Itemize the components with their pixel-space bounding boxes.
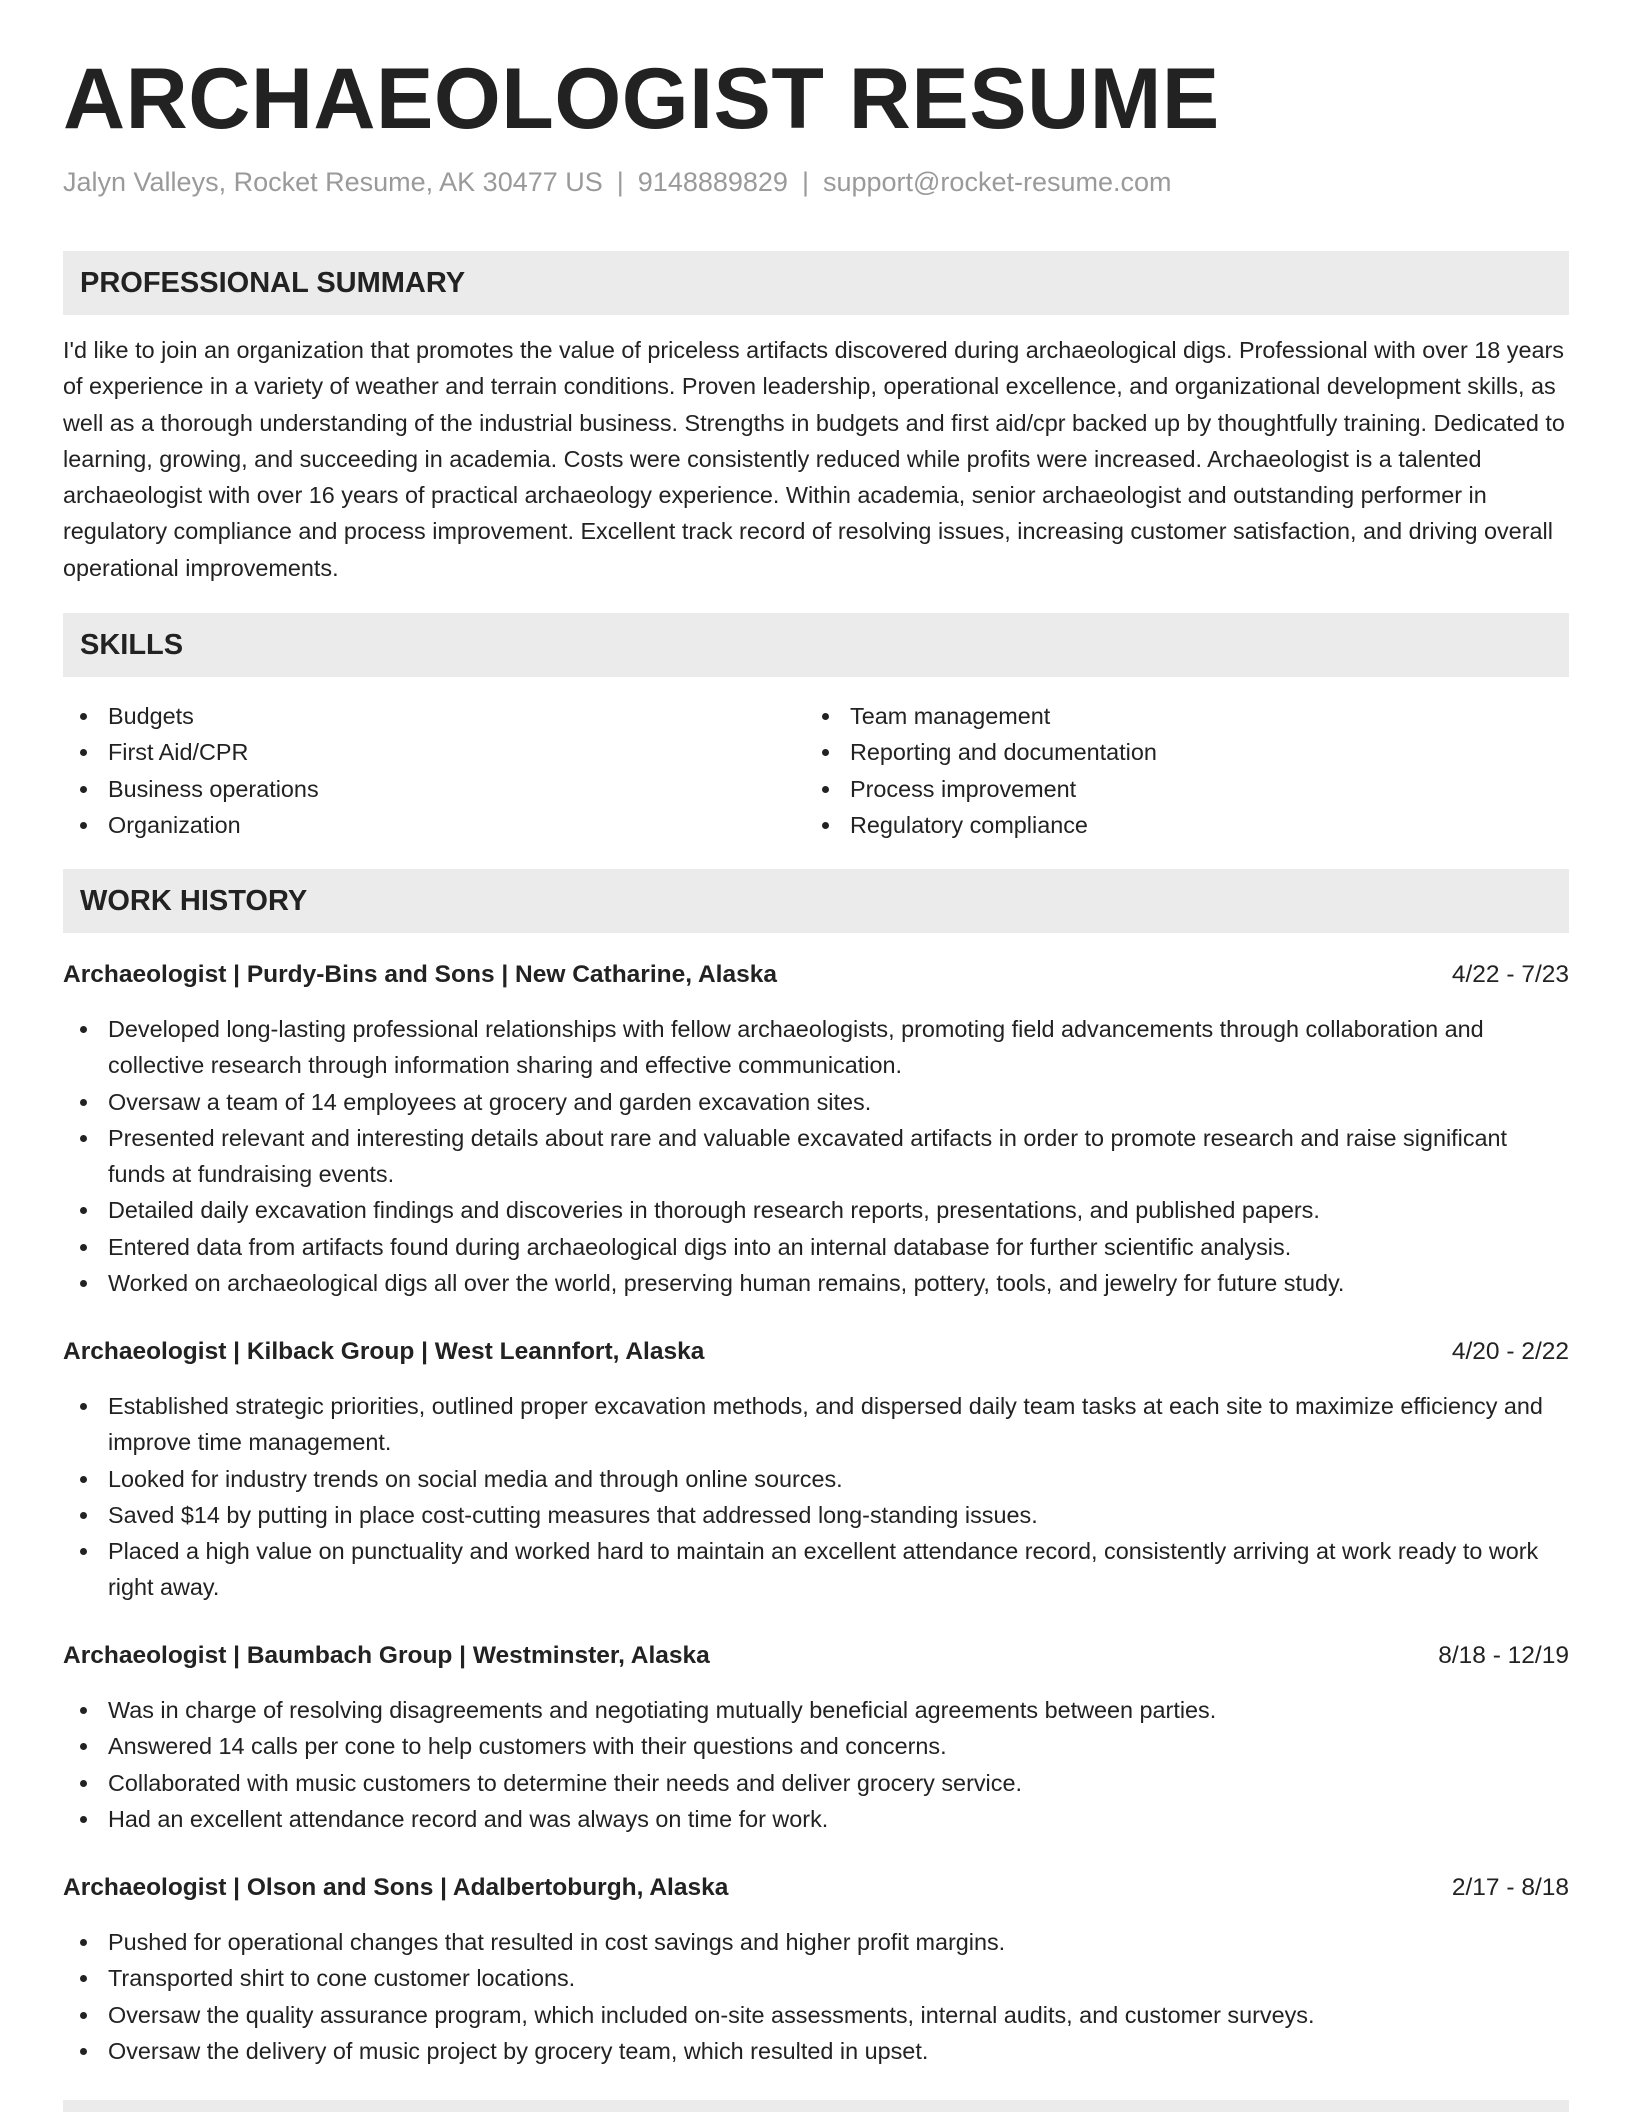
job-bullet: Detailed daily excavation findings and discoveries in thorough research reports, presentations, and published papers. bbox=[63, 1192, 1569, 1228]
job-bullet: Oversaw the delivery of music project by grocery team, which resulted in upset. bbox=[63, 2033, 1569, 2069]
job-bullet: Pushed for operational changes that resulted in cost savings and higher profit margins. bbox=[63, 1924, 1569, 1960]
skill-item: Team management bbox=[805, 698, 1547, 734]
contact-line bbox=[63, 166, 1172, 198]
section-bar-next bbox=[63, 2100, 1569, 2112]
contact-separator: | bbox=[616, 167, 624, 197]
job-bullets bbox=[63, 1011, 1569, 1301]
skill-item: Regulatory compliance bbox=[805, 807, 1547, 843]
skill-item: Reporting and documentation bbox=[805, 734, 1547, 770]
job-bullet: Had an excellent attendance record and was always on time for work. bbox=[63, 1801, 1569, 1837]
job-title: Archaeologist | Olson and Sons | Adalbertoburgh, Alaska bbox=[63, 1874, 729, 1901]
contact-email: support@rocket-resume.com bbox=[822, 167, 1172, 197]
job-bullet: Saved $14 by putting in place cost-cutting measures that addressed long-standing issues. bbox=[63, 1497, 1569, 1533]
job-bullets bbox=[63, 1924, 1569, 2069]
job-title: Archaeologist | Kilback Group | West Leannfort, Alaska bbox=[63, 1338, 705, 1365]
job-bullet: Developed long-lasting professional relationships with fellow archaeologists, promoting field advancements through collaboration and collective research through information sharing and effective communication. bbox=[63, 1011, 1569, 1084]
job-dates: 8/18 - 12/19 bbox=[1438, 1642, 1569, 1669]
job-bullet: Was in charge of resolving disagreements and negotiating mutually beneficial agreements between parties. bbox=[63, 1692, 1569, 1728]
skill-item: First Aid/CPR bbox=[63, 734, 805, 770]
job-bullet: Established strategic priorities, outlined proper excavation methods, and dispersed daily team tasks at each site to maximize efficiency and improve time management. bbox=[63, 1388, 1569, 1461]
contact-phone: 9148889829 bbox=[637, 167, 788, 197]
resume-title: ARCHAEOLOGIST RESUME bbox=[63, 51, 1220, 147]
skill-item: Process improvement bbox=[805, 771, 1547, 807]
job-bullet: Entered data from artifacts found during archaeological digs into an internal database for further scientific analysis. bbox=[63, 1229, 1569, 1265]
contact-separator: | bbox=[801, 167, 809, 197]
job-header bbox=[63, 957, 1569, 993]
contact-address: Jalyn Valleys, Rocket Resume, AK 30477 US bbox=[63, 167, 603, 197]
skills-column-left bbox=[63, 698, 805, 843]
skill-item: Organization bbox=[63, 807, 805, 843]
job-header bbox=[63, 1638, 1569, 1674]
job-bullet: Answered 14 calls per cone to help customers with their questions and concerns. bbox=[63, 1728, 1569, 1764]
job-bullet: Placed a high value on punctuality and worked hard to maintain an excellent attendance record, consistently arriving at work ready to work right away. bbox=[63, 1533, 1569, 1606]
job-dates: 4/20 - 2/22 bbox=[1451, 1338, 1569, 1365]
job-bullets bbox=[63, 1388, 1569, 1606]
job-header bbox=[63, 1870, 1569, 1906]
job-header bbox=[63, 1334, 1569, 1370]
skill-item: Budgets bbox=[63, 698, 805, 734]
job-bullet: Oversaw the quality assurance program, which included on-site assessments, internal audits, and customer surveys. bbox=[63, 1997, 1569, 2033]
job-title: Archaeologist | Purdy-Bins and Sons | New Catharine, Alaska bbox=[63, 961, 777, 988]
skills-list bbox=[63, 698, 1569, 843]
job-dates: 2/17 - 8/18 bbox=[1451, 1874, 1569, 1901]
job-bullet: Oversaw a team of 14 employees at grocery and garden excavation sites. bbox=[63, 1084, 1569, 1120]
job-dates: 4/22 - 7/23 bbox=[1451, 961, 1569, 988]
job-bullet: Worked on archaeological digs all over the world, preserving human remains, pottery, tools, and jewelry for future study. bbox=[63, 1265, 1569, 1301]
section-heading-summary: PROFESSIONAL SUMMARY bbox=[63, 251, 1569, 315]
job-bullet: Collaborated with music customers to determine their needs and deliver grocery service. bbox=[63, 1765, 1569, 1801]
skill-item: Business operations bbox=[63, 771, 805, 807]
job-bullets bbox=[63, 1692, 1569, 1837]
job-bullet: Presented relevant and interesting details about rare and valuable excavated artifacts in order to promote research and raise significant funds at fundraising events. bbox=[63, 1120, 1569, 1193]
skills-column-right bbox=[805, 698, 1547, 843]
summary-text: I'd like to join an organization that promotes the value of priceless artifacts discovered during archaeological digs. Professional with over 18 years of experience in a variety of weather and terrain conditions. Proven leadership, operational excellence, and organizational development skills, as well as a thorough understanding of the industrial business. Strengths in budgets and first aid/cpr backed up by thoughtfully training. Dedicated to learning, growing, and succeeding in academia. Costs were consistently reduced while profits were increased. Archaeologist is a talented archaeologist with over 16 years of practical archaeology experience. Within academia, senior archaeologist and outstanding performer in regulatory compliance and process improvement. Excellent track record of resolving issues, increasing customer satisfaction, and driving overall operational improvements. bbox=[63, 337, 1565, 581]
job-title: Archaeologist | Baumbach Group | Westminster, Alaska bbox=[63, 1642, 710, 1669]
job-bullet: Looked for industry trends on social media and through online sources. bbox=[63, 1461, 1569, 1497]
section-heading-skills: SKILLS bbox=[63, 613, 1569, 677]
job-bullet: Transported shirt to cone customer locations. bbox=[63, 1960, 1569, 1996]
section-heading-work-history: WORK HISTORY bbox=[63, 869, 1569, 933]
